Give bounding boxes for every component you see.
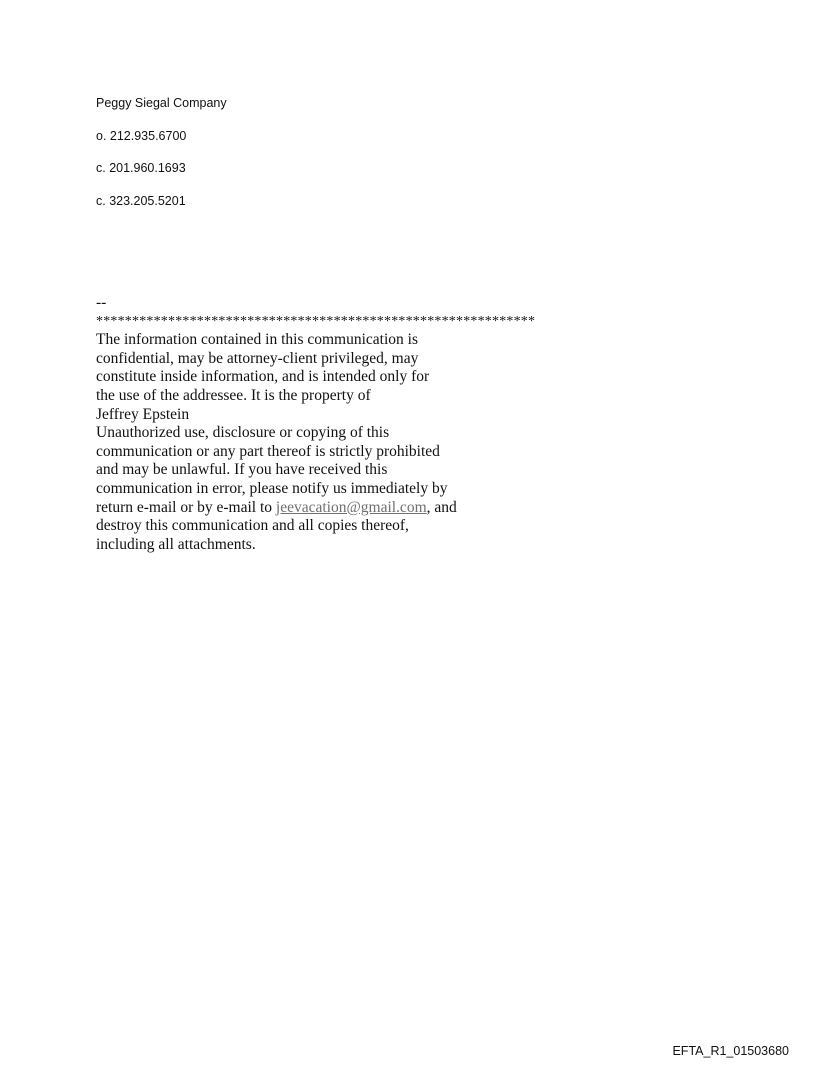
cell-phone-1: c. 201.960.1693 [96,161,186,175]
disclaimer-email-line [96,499,535,518]
disclaimer-line: The information contained in this communication is [96,331,418,349]
email-line-suffix: , and [426,498,457,516]
disclaimer-line: confidential, may be attorney-client privileged, may [96,349,419,367]
separator-stars: ************************************************************* [96,313,536,329]
disclaimer-line: including all attachments. [96,535,256,553]
disclaimer-line: Jeffrey Epstein [96,405,190,423]
cell-phone-2: c. 323.205.5201 [96,193,186,208]
email-line-prefix: return e-mail or by e-mail to [96,498,276,516]
disclaimer-line: and may be unlawful. If you have received this [96,461,388,479]
disclaimer-line: the use of the addressee. It is the property of [96,386,371,404]
document-id: EFTA_R1_01503680 [672,1044,789,1058]
disclaimer-line: constitute inside information, and is intended only for [96,368,430,386]
signature-block [96,96,227,226]
separator-dashes: -- [96,294,107,311]
confidentiality-disclaimer [96,294,535,554]
disclaimer-line: communication or any part thereof is strictly prohibited [96,442,440,460]
company-name: Peggy Siegal Company [96,96,227,110]
disclaimer-line: destroy this communication and all copies thereof, [96,517,409,535]
disclaimer-line: communication in error, please notify us immediately by [96,479,448,497]
office-phone: o. 212.935.6700 [96,128,187,143]
disclaimer-line: Unauthorized use, disclosure or copying of this [96,424,390,442]
email-link[interactable]: jeevacation@gmail.com [275,498,427,516]
